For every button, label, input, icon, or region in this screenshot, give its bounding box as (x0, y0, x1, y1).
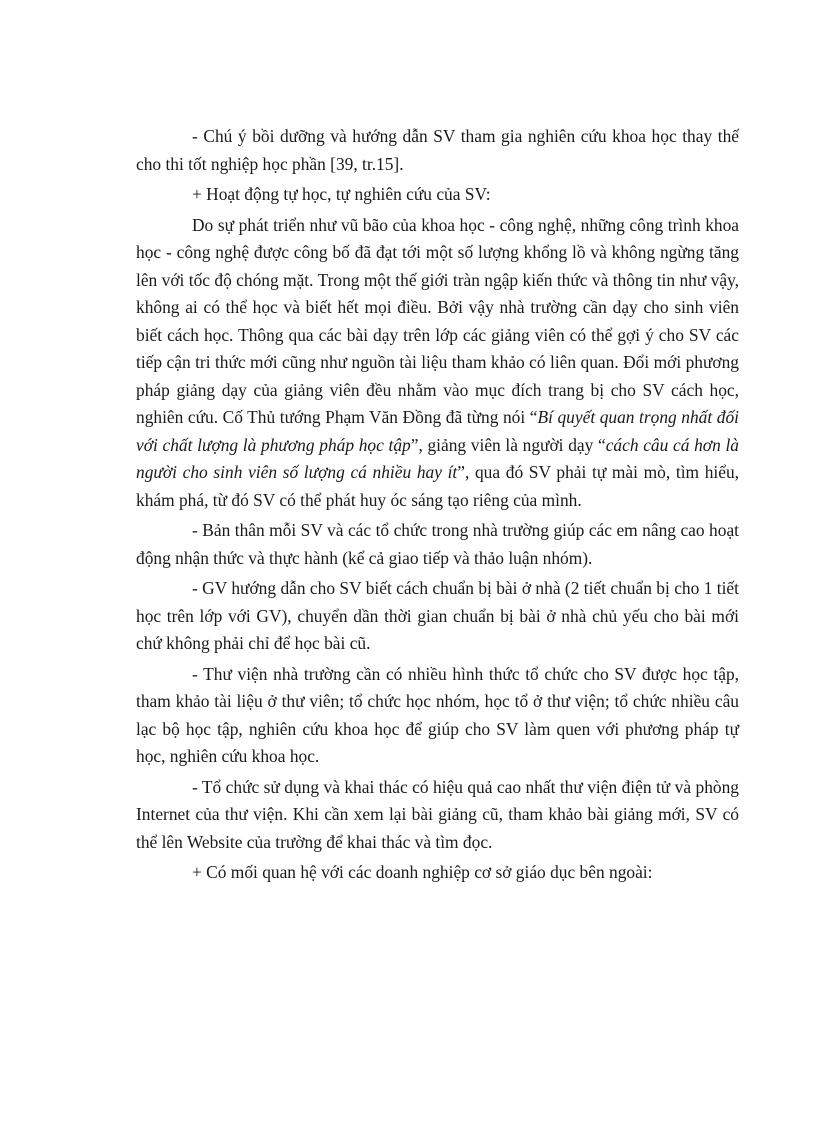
paragraph-homework-preparation: - GV hướng dẫn cho SV biết cách chuẩn bị bài ở nhà (2 tiết chuẩn bị cho 1 tiết học trên lớp với GV), chuyển dần thời gian chuẩn bị bài ở nhà chủ yếu cho bài mới chứ không phải chỉ để học bài cũ. (136, 578, 739, 653)
page-body (136, 123, 739, 887)
paragraph-text-part: ”, giảng viên là người dạy “ (410, 434, 606, 455)
paragraph-text-part: ”, qua đó SV phải tự mài mò, tìm hiểu, khám phá, từ đó SV có thể phát huy óc sáng tạo riêng của mình. (136, 462, 739, 510)
paragraph-external-relations-heading: + Có mối quan hệ với các doanh nghiệp cơ sở giáo dục bên ngoài: (192, 862, 653, 882)
paragraph-digital-library: - Tổ chức sử dụng và khai thác có hiệu quả cao nhất thư viện điện tử và phòng Internet của thư viện. Khi cần xem lại bài giảng cũ, tham khảo bài giảng mới, SV có thể lên Website của trường để khai thác và tìm đọc. (136, 776, 739, 852)
paragraph-research-guidance: - Chú ý bồi dưỡng và hướng dẫn SV tham gia nghiên cứu khoa học thay thế cho thi tốt nghiệp học phần [39, tr.15]. (136, 126, 739, 174)
paragraph-library-activities: - Thư viện nhà trường cần có nhiều hình thức tổ chức cho SV được học tập, tham khảo tài liệu ở thư viên; tổ chức học nhóm, học tổ ở thư viện; tổ chức nhiều câu lạc bộ học tập, nghiên cứu khoa học để giúp cho SV làm quen với phương pháp tự học, nghiên cứu khoa học. (136, 663, 739, 766)
quote-fishing-metaphor: cách câu cá hơn là người cho sinh viên số lượng cá nhiều hay ít (136, 434, 739, 482)
paragraph-self-study-heading: + Hoạt động tự học, tự nghiên cứu của SV: (192, 184, 491, 204)
paragraph-self-study-body (136, 212, 739, 515)
quote-learning-method: Bí quyết quan trọng nhất đối với chất lượng là phương pháp học tập (136, 407, 739, 455)
paragraph-student-organizations: - Bản thân mỗi SV và các tổ chức trong nhà trường giúp các em nâng cao hoạt động nhận thức và thực hành (kể cả giao tiếp và thảo luận nhóm). (136, 520, 739, 568)
paragraph-text-part: Do sự phát triển như vũ bão của khoa học - công nghệ, những công trình khoa học - công nghệ được công bố đã đạt tới một số lượng khổng lồ và không ngừng tăng lên với tốc độ chóng mặt. Trong một thế giới tràn ngập kiến thức và thông tin như vậy, không ai có thể học và biết hết mọi điều. Bởi vậy nhà trường cần dạy cho sinh viên biết cách học. Thông qua các bài dạy trên lớp các giảng viên có thể gợi ý cho SV các tiếp cận tri thức mới cũng như nguồn tài liệu tham khảo có liên quan. Đổi mới phương pháp giảng dạy của giảng viên đều nhằm vào mục đích trang bị cho SV cách học, nghiên cứu. Cố Thủ tướng Phạm Văn Đồng đã từng nói “ (136, 214, 739, 427)
